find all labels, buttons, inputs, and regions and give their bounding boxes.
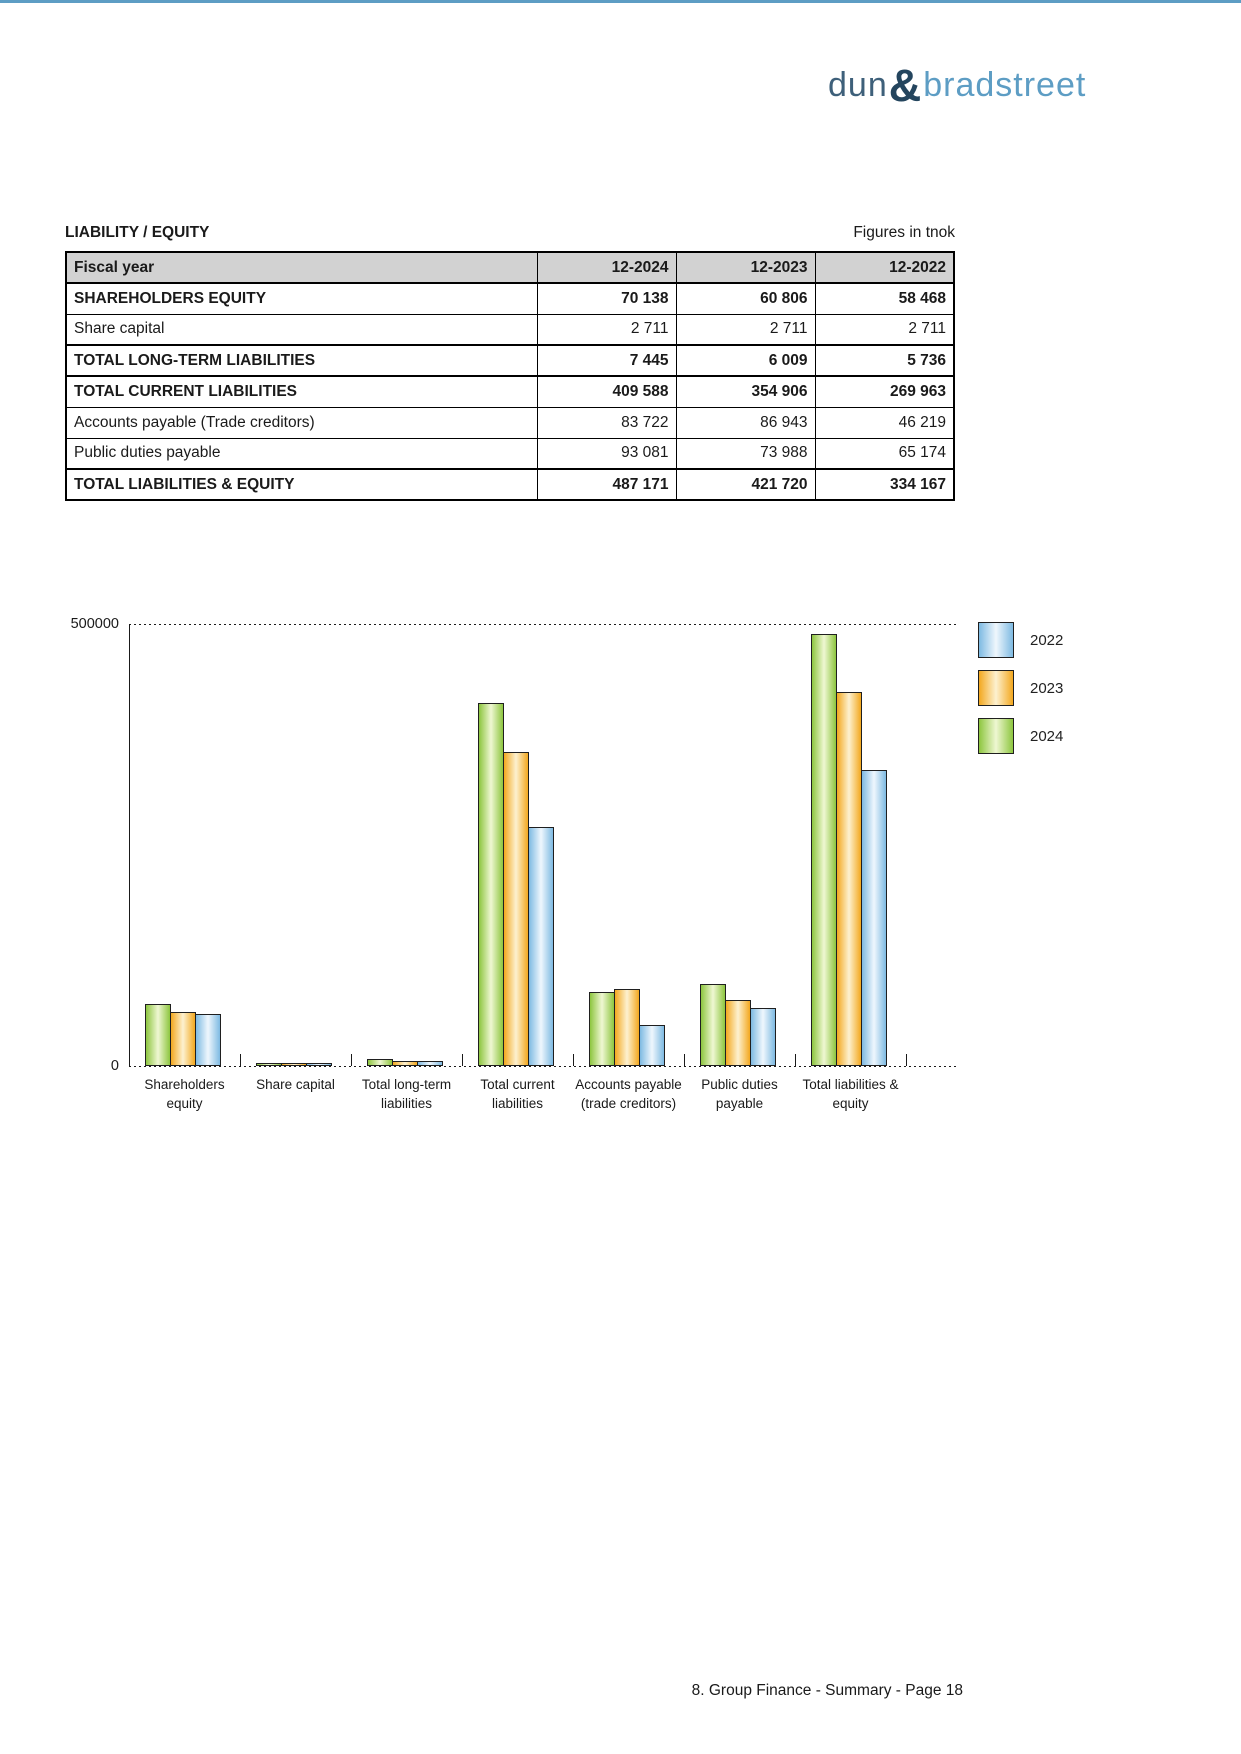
- bar-2024-cat1: [256, 1063, 282, 1066]
- bar-2022-cat1: [306, 1063, 332, 1066]
- row-value: 73 988: [676, 438, 815, 469]
- table-row: [66, 283, 954, 314]
- bar-2023-cat6: [836, 692, 862, 1066]
- row-value: 334 167: [815, 469, 954, 500]
- row-label: Public duties payable: [66, 438, 537, 469]
- page-footer: 8. Group Finance - Summary - Page 18: [691, 1682, 963, 1699]
- category-label: Accounts payable (trade creditors): [575, 1077, 682, 1111]
- row-value: 2 711: [537, 314, 676, 345]
- bar-2023-cat4: [614, 989, 640, 1066]
- legend-swatch-2024: [978, 718, 1014, 754]
- row-value: 58 468: [815, 283, 954, 314]
- logo-ampersand-icon: &: [888, 60, 923, 111]
- table-row: [66, 376, 954, 407]
- legend-entry-2024: [978, 718, 1063, 754]
- row-value: 2 711: [676, 314, 815, 345]
- row-label: TOTAL CURRENT LIABILITIES: [66, 376, 537, 407]
- header-fiscal-year: Fiscal year: [66, 252, 537, 283]
- top-rule-divider: [0, 0, 1241, 3]
- dun-and-bradstreet-logo: [828, 60, 1087, 111]
- bar-2022-cat4: [639, 1025, 665, 1066]
- row-value: 421 720: [676, 469, 815, 500]
- category-label: Public duties payable: [701, 1077, 778, 1111]
- legend-entry-2023: [978, 670, 1063, 706]
- bar-2023-cat5: [725, 1000, 751, 1066]
- legend-swatch-2023: [978, 670, 1014, 706]
- x-axis-tick: [795, 1054, 796, 1066]
- bar-2024-cat2: [367, 1059, 393, 1066]
- bar-2023-cat0: [170, 1012, 196, 1066]
- bar-2024-cat6: [811, 634, 837, 1066]
- table-row: [66, 438, 954, 469]
- y-axis: [129, 624, 130, 1067]
- bar-2024-cat4: [589, 992, 615, 1066]
- row-value: 83 722: [537, 407, 676, 438]
- row-label: Share capital: [66, 314, 537, 345]
- category-label: Share capital: [256, 1077, 335, 1092]
- y-tick-label-zero: 0: [110, 1058, 119, 1074]
- table-header-row: [66, 252, 954, 283]
- chart-legend: [978, 622, 1063, 766]
- x-axis-tick: [906, 1054, 907, 1066]
- category-label: Shareholders equity: [144, 1077, 225, 1111]
- bar-2023-cat2: [392, 1061, 418, 1066]
- liability-equity-bar-chart: [70, 616, 958, 1111]
- bar-2024-cat5: [700, 984, 726, 1066]
- bar-2022-cat3: [528, 827, 554, 1066]
- units-note: Figures in tnok: [853, 224, 955, 241]
- bar-2024-cat0: [145, 1004, 171, 1066]
- bar-2023-cat3: [503, 752, 529, 1066]
- bar-2022-cat2: [417, 1061, 443, 1066]
- bar-2022-cat5: [750, 1008, 776, 1066]
- category-label: Total current liabilities: [480, 1077, 555, 1111]
- table-row: [66, 407, 954, 438]
- row-value: 487 171: [537, 469, 676, 500]
- row-label: Accounts payable (Trade creditors): [66, 407, 537, 438]
- bar-2022-cat0: [195, 1014, 221, 1066]
- bar-2022-cat6: [861, 770, 887, 1066]
- category-label: Total liabilities & equity: [802, 1077, 899, 1111]
- x-axis-tick: [240, 1054, 241, 1066]
- row-label: TOTAL LONG-TERM LIABILITIES: [66, 345, 537, 376]
- gridline-500000: [129, 624, 958, 625]
- row-value: 269 963: [815, 376, 954, 407]
- table-row: [66, 469, 954, 500]
- section-header: [65, 224, 955, 242]
- row-value: 2 711: [815, 314, 954, 345]
- table-row: [66, 314, 954, 345]
- row-label: TOTAL LIABILITIES & EQUITY: [66, 469, 537, 500]
- bar-2024-cat3: [478, 703, 504, 1066]
- logo-text-dun: dun: [828, 66, 888, 104]
- bar-2023-cat1: [281, 1063, 307, 1066]
- section-title: LIABILITY / EQUITY: [65, 224, 210, 241]
- row-value: 93 081: [537, 438, 676, 469]
- x-axis-tick: [462, 1054, 463, 1066]
- legend-label: 2022: [1030, 631, 1064, 649]
- row-value: 46 219: [815, 407, 954, 438]
- row-value: 409 588: [537, 376, 676, 407]
- y-tick-label-max: 500000: [70, 616, 119, 632]
- header-col-2022: 12-2022: [815, 252, 954, 283]
- legend-swatch-2022: [978, 622, 1014, 658]
- x-axis-tick: [684, 1054, 685, 1066]
- header-col-2023: 12-2023: [676, 252, 815, 283]
- category-label: Total long-term liabilities: [361, 1077, 452, 1111]
- x-axis-tick: [573, 1054, 574, 1066]
- liability-equity-table: [65, 251, 955, 501]
- legend-label: 2024: [1030, 727, 1064, 745]
- row-value: 5 736: [815, 345, 954, 376]
- row-value: 70 138: [537, 283, 676, 314]
- row-value: 6 009: [676, 345, 815, 376]
- row-label: SHAREHOLDERS EQUITY: [66, 283, 537, 314]
- legend-label: 2023: [1030, 679, 1064, 697]
- row-value: 86 943: [676, 407, 815, 438]
- x-axis-tick: [351, 1054, 352, 1066]
- header-col-2024: 12-2024: [537, 252, 676, 283]
- legend-entry-2022: [978, 622, 1063, 658]
- table-row: [66, 345, 954, 376]
- row-value: 60 806: [676, 283, 815, 314]
- row-value: 7 445: [537, 345, 676, 376]
- baseline: [129, 1066, 958, 1067]
- row-value: 65 174: [815, 438, 954, 469]
- row-value: 354 906: [676, 376, 815, 407]
- logo-text-bradstreet: bradstreet: [923, 66, 1087, 104]
